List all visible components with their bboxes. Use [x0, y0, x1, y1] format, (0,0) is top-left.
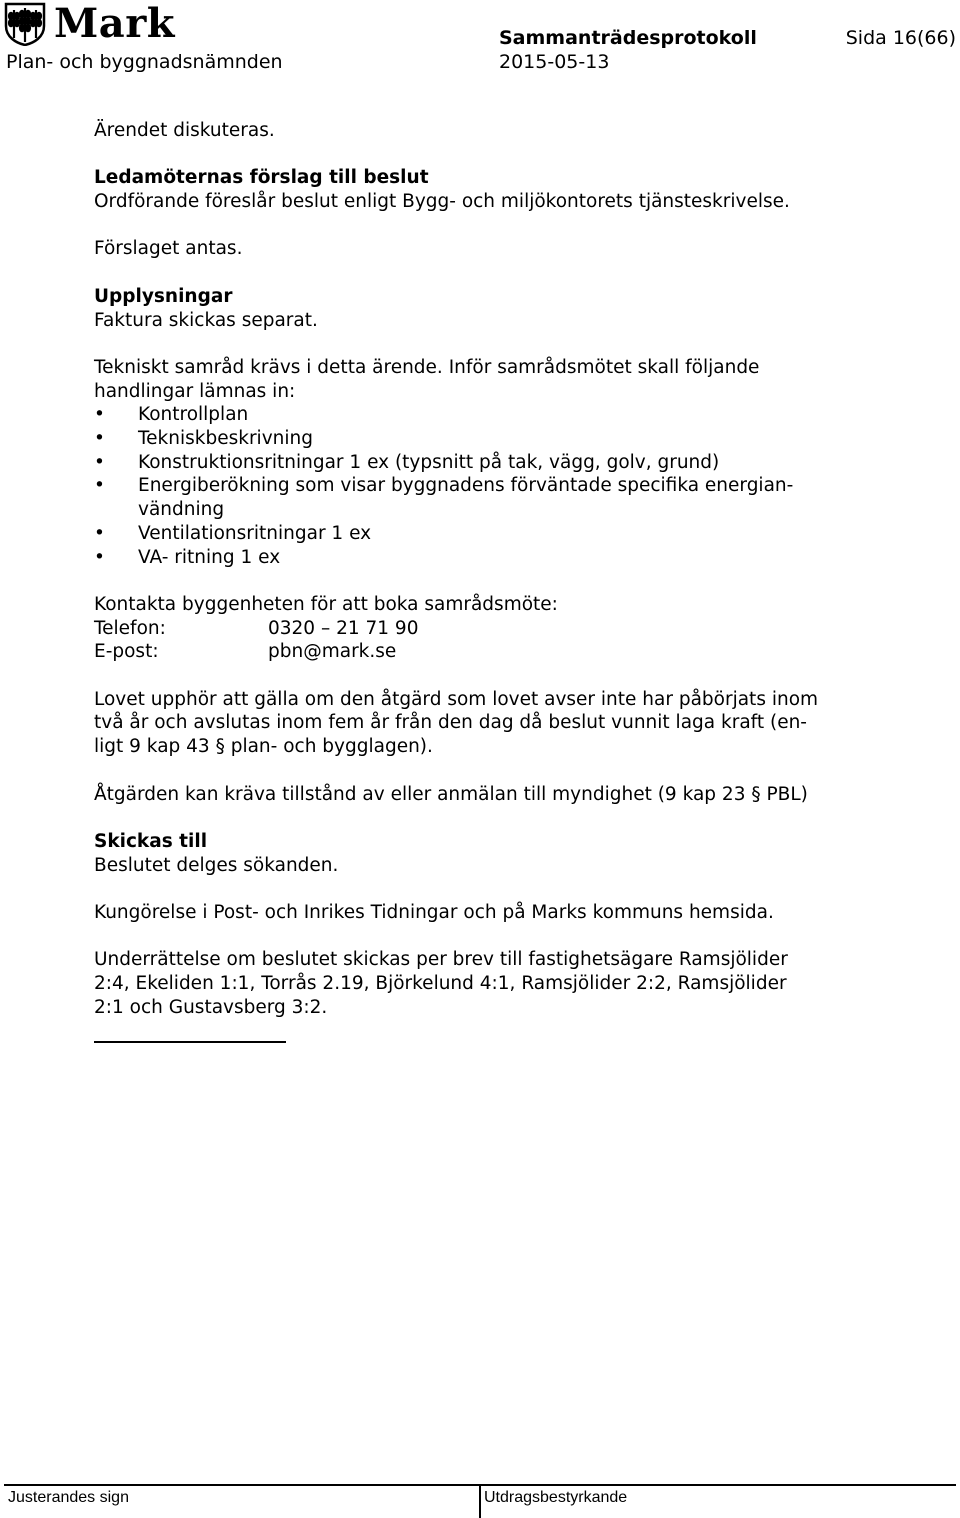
permit-text: Åtgärden kan kräva tillstånd av eller anmälan till myndighet (9 kap 23 § PBL) [94, 783, 808, 805]
board-name: Plan- och byggnadsnämnden [6, 51, 283, 73]
proposal-heading: Ledamöternas förslag till beslut [94, 167, 429, 189]
list-item: • Konstruktionsritningar 1 ex (typsnitt på tak, vägg, golv, grund) [94, 451, 894, 475]
document-title: Sammanträdesprotokoll [499, 27, 757, 49]
adopted-text: Förslaget antas. [94, 238, 243, 260]
phone-row [94, 617, 894, 641]
protocol-body [94, 119, 894, 1043]
page-number: Sida 16(66) [845, 27, 956, 49]
email-label: E-post: [94, 641, 159, 663]
list-item: • Kontrollplan [94, 403, 894, 427]
meeting-date: 2015-05-13 [499, 51, 610, 73]
phone-value: 0320 – 21 71 90 [268, 617, 419, 639]
phone-label: Telefon: [94, 617, 166, 639]
notice-text: Underrättelse om beslutet skickas per brev till fastighetsägare Ramsjölider 2:4, Ekeliden 1:1, Torrås 2.19, Björkelund 4:1, Ramsjölider 2:2, Ramsjölider 2:1 och Gustavsberg 3:2. [94, 949, 788, 1018]
announcement-text: Kungörelse i Post- och Inrikes Tidningar och på Marks kommuns hemsida. [94, 902, 774, 924]
footer-column-divider [479, 1484, 481, 1518]
discussion-text: Ärendet diskuteras. [94, 120, 275, 141]
validity-text: Lovet upphör att gälla om den åtgärd som lovet avser inte har påbörjats inom två år och avslutas inom fem år från den dag då beslut vunnit laga kraft (en- ligt 9 kap 43 § plan- och bygglagen). [94, 688, 819, 758]
municipal-coat-of-arms-icon [4, 2, 46, 46]
logo-text: Mark [54, 0, 175, 47]
proposal-text: Ordförande föreslår beslut enligt Bygg- och miljökontorets tjänsteskrivelse. [94, 191, 790, 213]
information-heading: Upplysningar [94, 285, 233, 307]
list-item: • VA- ritning 1 ex [94, 546, 894, 570]
invoice-text: Faktura skickas separat. [94, 309, 318, 331]
contact-intro: Kontakta byggenheten för att boka samrådsmöte: [94, 593, 558, 615]
sent-to-heading: Skickas till [94, 830, 208, 852]
list-item: • Ventilationsritningar 1 ex [94, 522, 894, 546]
end-divider [94, 1041, 286, 1043]
email-row [94, 640, 894, 664]
signature-label: Justerandes sign [8, 1489, 129, 1506]
header-logo [4, 2, 175, 46]
applicant-text: Beslutet delges sökanden. [94, 854, 339, 876]
email-value: pbn@mark.se [268, 641, 397, 663]
consultation-text: Tekniskt samråd krävs i detta ärende. Inför samrådsmötet skall följande handlingar lämnas in: [94, 356, 760, 402]
required-documents-list [94, 403, 894, 569]
list-item: • Tekniskbeskrivning [94, 427, 894, 451]
list-item: • Energiberökning som visar byggnadens förväntade specifika energian- vändning [94, 474, 894, 521]
certification-label: Utdragsbestyrkande [484, 1489, 628, 1506]
